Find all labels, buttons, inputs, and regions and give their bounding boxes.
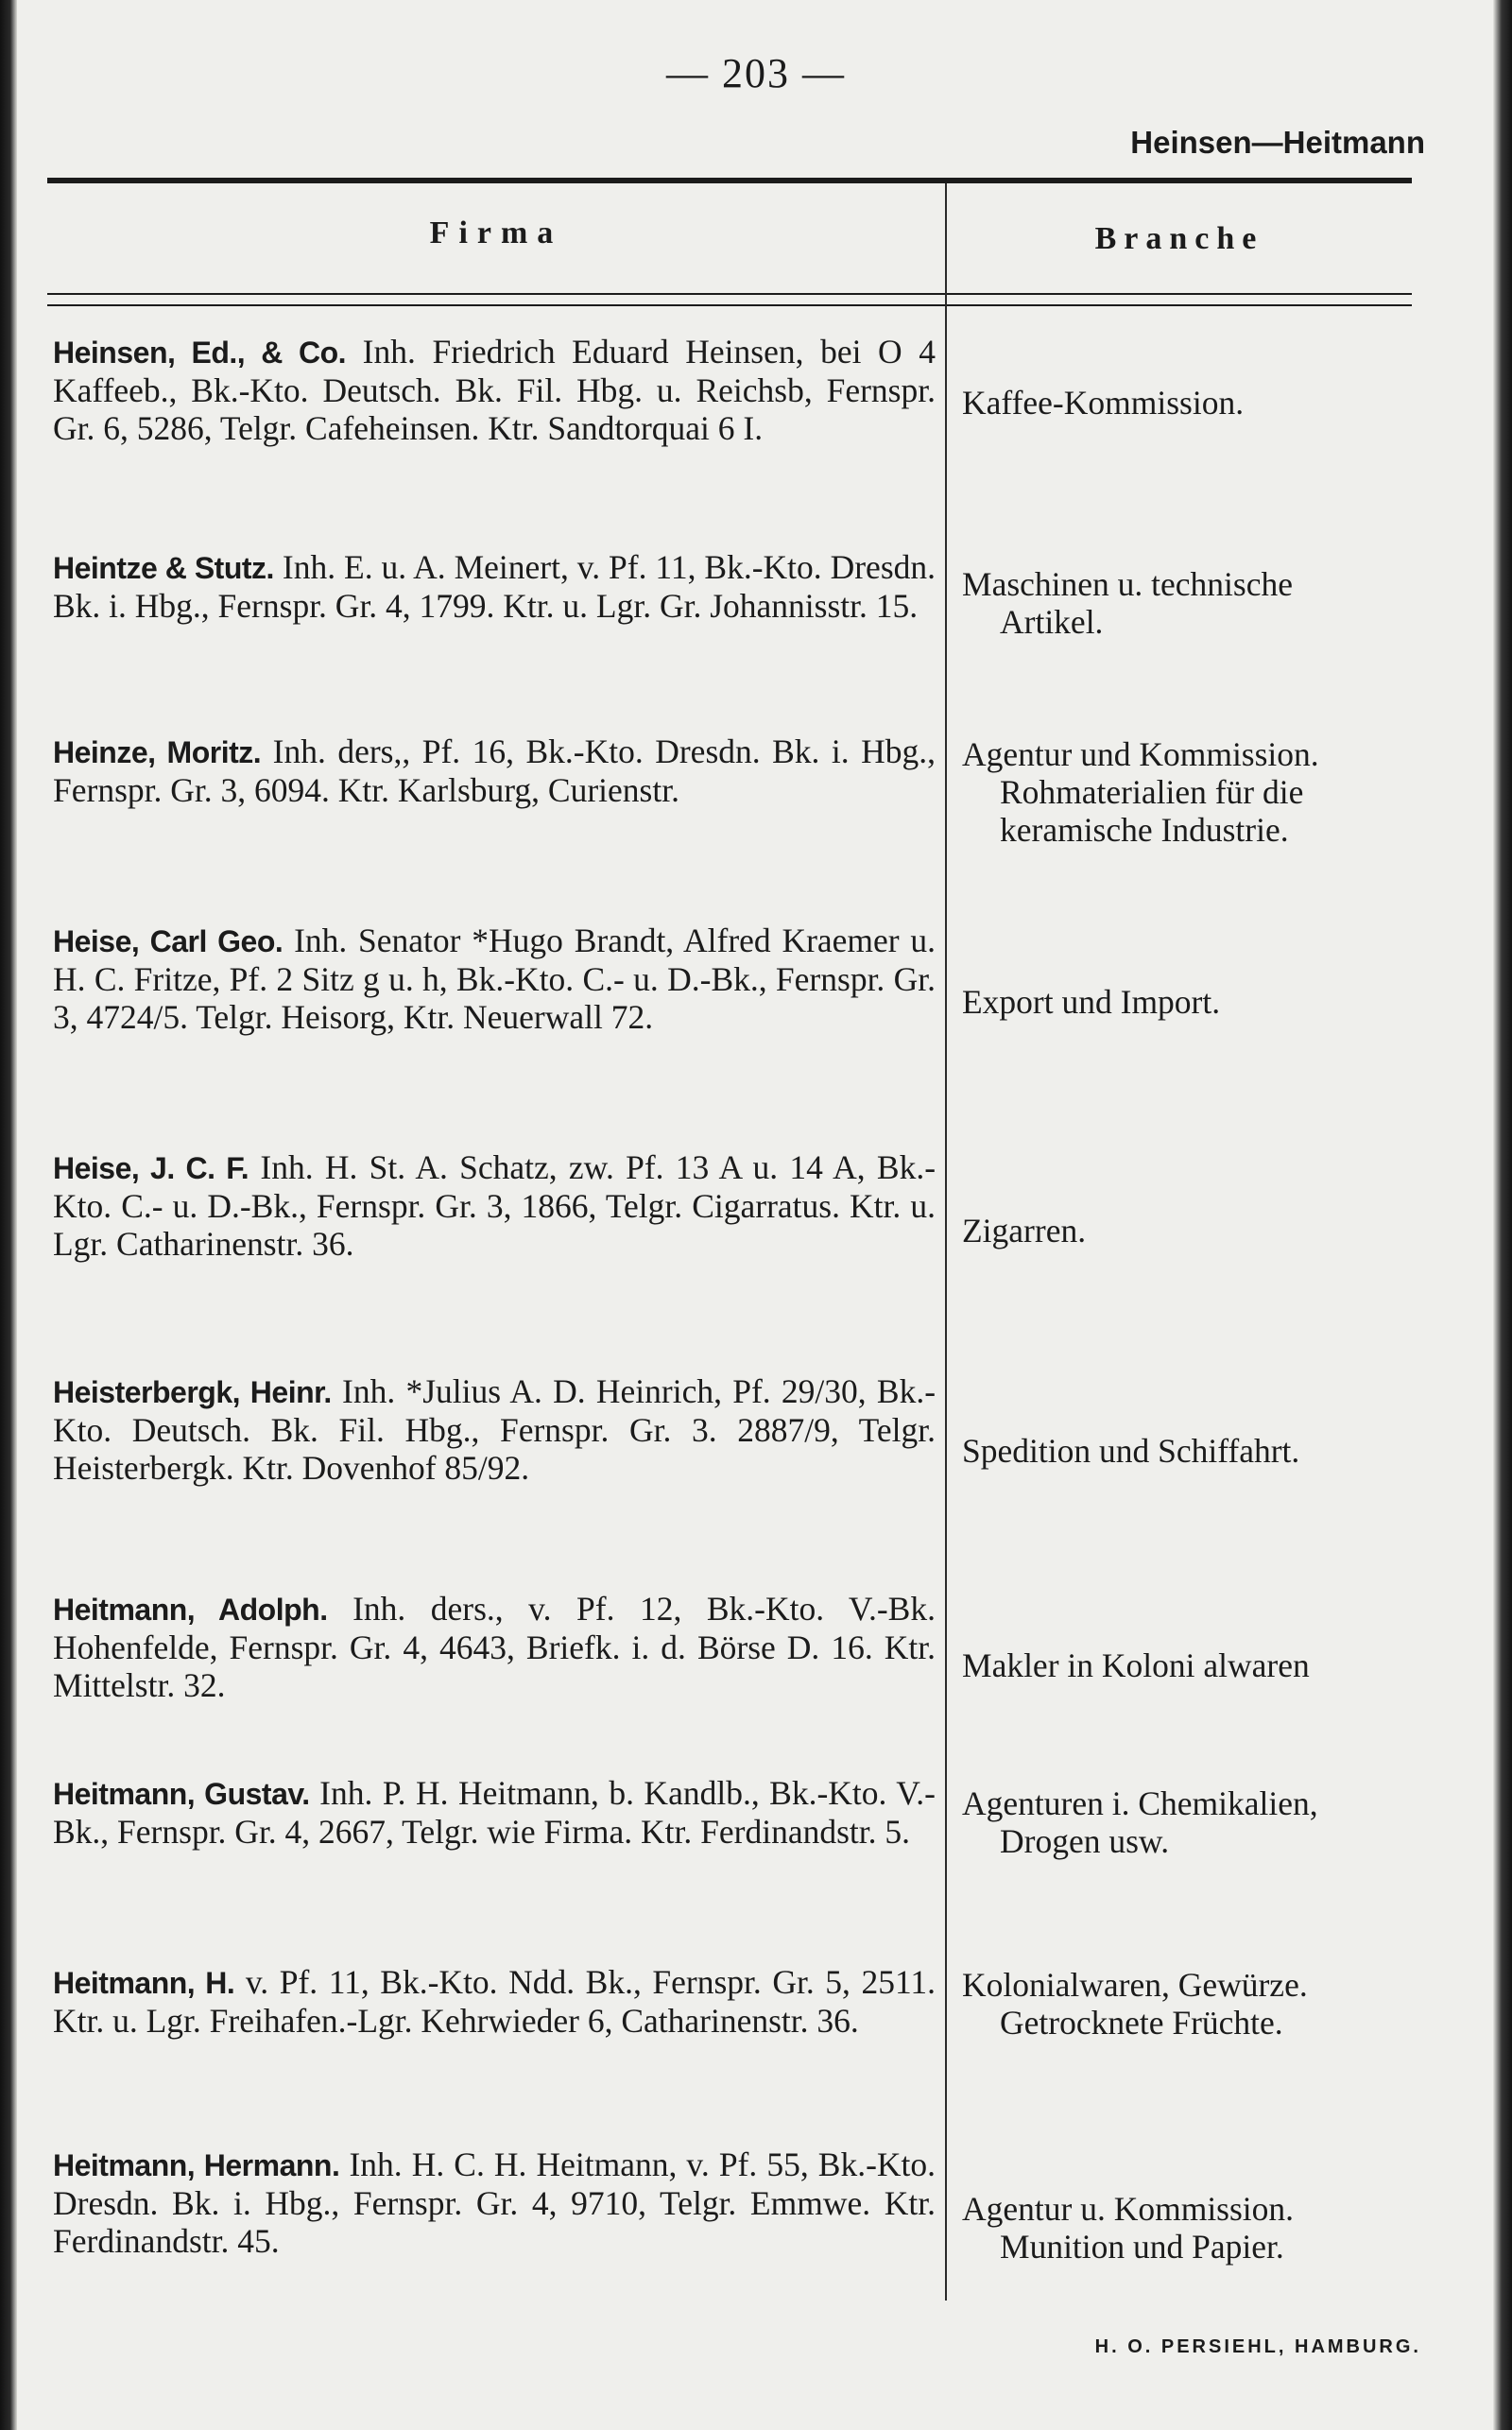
firm-cell — [53, 1372, 936, 1487]
branche-line: Kolonialwaren, Gewürze. — [962, 1966, 1308, 2004]
firm-name: Heinsen, Ed., & Co. — [53, 336, 347, 370]
header-double-rule-upper — [47, 293, 1412, 295]
column-header-branche: Branche — [1094, 221, 1264, 256]
firm-name: Heisterbergk, Heinr. — [53, 1375, 332, 1409]
firm-name: Heitmann, Hermann. — [53, 2148, 340, 2182]
branche-line: Drogen usw. — [1000, 1822, 1170, 1860]
branche-line: Makler in Koloni alwaren — [962, 1646, 1310, 1684]
branche-line: Agentur u. Kommission. — [962, 2190, 1295, 2228]
running-head: Heinsen—Heitmann — [1130, 125, 1425, 160]
firm-cell — [53, 922, 936, 1036]
firm-cell — [53, 732, 936, 809]
page-edge-left — [0, 0, 17, 2430]
branche-cell — [962, 1432, 1420, 1470]
branche-cell — [962, 565, 1420, 641]
branche-line: Artikel. — [1000, 603, 1104, 641]
header-double-rule-lower — [47, 304, 1412, 306]
branche-cell — [962, 1784, 1420, 1860]
page-number: — 203 — — [666, 50, 846, 96]
firm-name: Heitmann, Gustav. — [53, 1777, 310, 1811]
header-rule — [47, 178, 1412, 183]
firm-cell — [53, 1963, 936, 2040]
firm-details: Inh. E. u. A. Meinert, v. Pf. 11, Bk.-Kto. Dresdn. Bk. i. Hbg., Fernspr. Gr. 4, 1799. Ktr. u. Lgr. Gr. Johannisstr. 15. — [53, 548, 936, 625]
branche-cell — [962, 384, 1420, 422]
branche-line: Export und Import. — [962, 983, 1221, 1021]
page-edge-right — [1493, 0, 1512, 2430]
branche-line: Zigarren. — [962, 1212, 1087, 1249]
firm-details: Inh. H. C. H. Heitmann, v. Pf. 55, Bk.-Kto. Dresdn. Bk. i. Hbg., Fernspr. Gr. 4, 9710, Telgr. Emmwe. Ktr. Ferdinandstr. 45. — [53, 2146, 936, 2260]
branche-line: Rohmaterialien für die — [1000, 773, 1304, 811]
branche-cell — [962, 2190, 1420, 2266]
branche-line: Kaffee-Kommission. — [962, 384, 1245, 422]
column-divider — [945, 183, 947, 2301]
branche-line: Getrocknete Früchte. — [1000, 2004, 1283, 2042]
printer-imprint: H. O. PERSIEHL, HAMBURG. — [1094, 2336, 1421, 2357]
firm-details: Inh. *Julius A. D. Heinrich, Pf. 29/30, Bk.-Kto. Deutsch. Bk. Fil. Hbg., Fernspr. Gr. 3. 2887/9, Telgr. Heisterbergk. Ktr. Dovenhof 85/92. — [53, 1372, 936, 1487]
firm-cell — [53, 1774, 936, 1851]
firm-name: Heitmann, H. — [53, 1966, 235, 2000]
firm-details: Inh. ders., v. Pf. 12, Bk.-Kto. V.-Bk. Hohenfelde, Fernspr. Gr. 4, 4643, Briefk. i. d. Börse D. 16. Ktr. Mittelstr. 32. — [53, 1590, 936, 1704]
firm-name: Heinze, Moritz. — [53, 735, 262, 769]
firm-details: Inh. Friedrich Eduard Heinsen, bei O 4 Kaffeeb., Bk.-Kto. Deutsch. Bk. Fil. Hbg. u. Reichsb, Fernspr. Gr. 6, 5286, Telgr. Cafeheinsen. Ktr. Sandtorquai 6 I. — [53, 333, 936, 447]
firm-name: Heintze & Stutz. — [53, 551, 274, 585]
branche-line: Munition und Papier. — [1000, 2228, 1284, 2266]
branche-cell — [962, 1212, 1420, 1249]
branche-line: Agenturen i. Chemikalien, — [962, 1784, 1318, 1822]
firm-details: Inh. H. St. A. Schatz, zw. Pf. 13 A u. 14 A, Bk.-Kto. C.- u. D.-Bk., Fernspr. Gr. 3, 1866, Telgr. Cigarratus. Ktr. u. Lgr. Catharinenstr. 36. — [53, 1148, 936, 1263]
firm-cell — [53, 2146, 936, 2260]
firm-details: v. Pf. 11, Bk.-Kto. Ndd. Bk., Fernspr. Gr. 5, 2511. Ktr. u. Lgr. Freihafen.-Lgr. Kehrwieder 6, Catharinenstr. 36. — [53, 1963, 936, 2040]
firm-cell — [53, 333, 936, 447]
firm-details: Inh. ders,, Pf. 16, Bk.-Kto. Dresdn. Bk. i. Hbg., Fernspr. Gr. 3, 6094. Ktr. Karlsburg, Curienstr. — [53, 732, 936, 809]
firm-cell — [53, 548, 936, 625]
firm-cell — [53, 1148, 936, 1263]
firm-name: Heise, Carl Geo. — [53, 924, 284, 958]
firm-name: Heitmann, Adolph. — [53, 1593, 328, 1627]
branche-cell — [962, 735, 1420, 849]
firm-details: Inh. Senator *Hugo Brandt, Alfred Kraemer u. H. C. Fritze, Pf. 2 Sitz g u. h, Bk.-Kto. C.- u. D.-Bk., Fernspr. Gr. 3, 4724/5. Telgr. Heisorg, Ktr. Neuerwall 72. — [53, 922, 936, 1036]
firm-name: Heise, J. C. F. — [53, 1151, 249, 1185]
branche-cell — [962, 1646, 1420, 1684]
firm-details: Inh. P. H. Heitmann, b. Kandlb., Bk.-Kto. V.-Bk., Fernspr. Gr. 4, 2667, Telgr. wie Firma. Ktr. Ferdinandstr. 5. — [53, 1774, 936, 1851]
branche-cell — [962, 1966, 1420, 2042]
branche-line: Agentur und Kommission. — [962, 735, 1319, 773]
branche-line: Spedition und Schiffahrt. — [962, 1432, 1300, 1470]
branche-cell — [962, 983, 1420, 1021]
branche-line: keramische Industrie. — [1000, 811, 1289, 849]
firm-cell — [53, 1590, 936, 1704]
column-header-firma: Firma — [429, 215, 563, 250]
branche-line: Maschinen u. technische — [962, 565, 1293, 603]
